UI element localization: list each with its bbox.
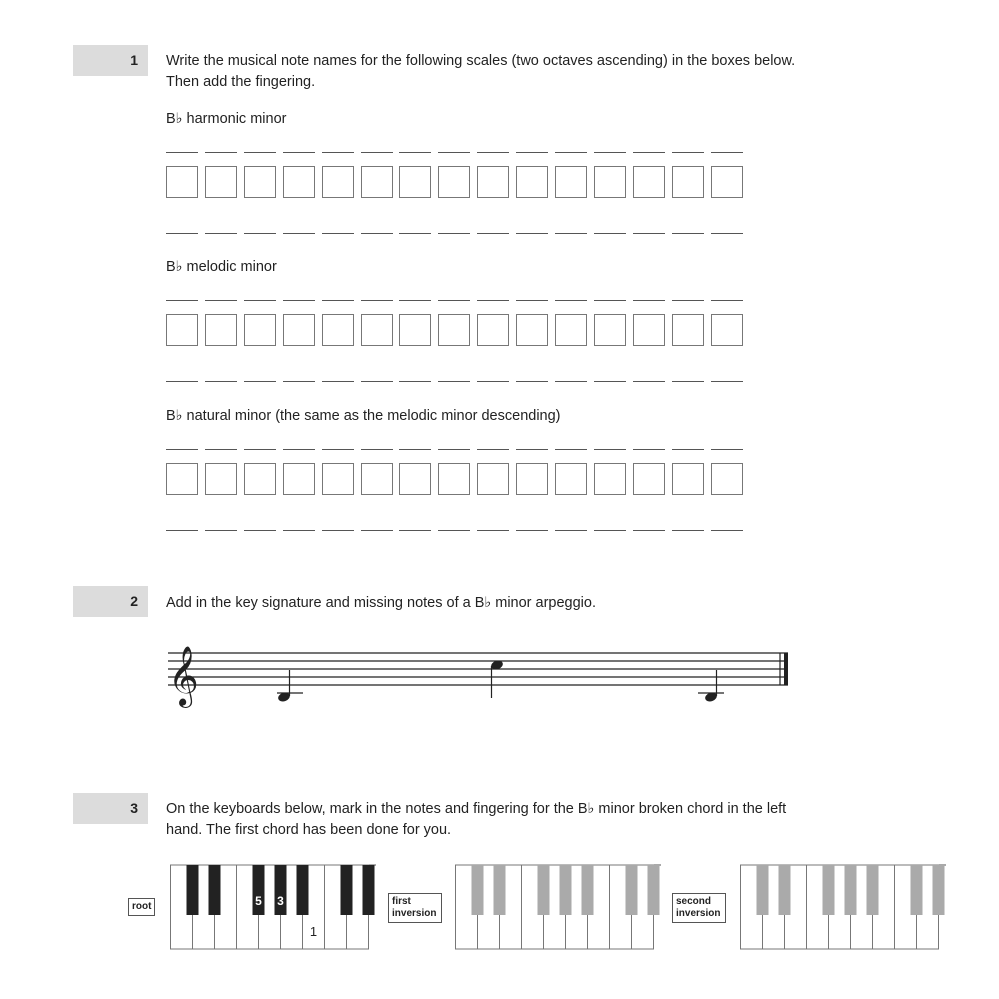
fingering-line-bottom[interactable] [322,233,354,234]
fingering-line-bottom[interactable] [361,233,393,234]
note-box[interactable] [555,166,587,198]
black-key[interactable] [626,865,638,915]
fingering-line-bottom[interactable] [283,530,315,531]
fingering-line-bottom[interactable] [555,233,587,234]
fingering-line-bottom[interactable] [594,233,626,234]
fingering-line-top[interactable] [555,152,587,153]
fingering-line-top[interactable] [399,300,431,301]
fingering-line-top[interactable] [672,300,704,301]
question-number-1: 1 [73,45,148,76]
fingering-line-bottom[interactable] [555,381,587,382]
note-box[interactable] [672,463,704,495]
question-number-3: 3 [73,793,148,824]
fingering-line-top[interactable] [711,449,743,450]
fingering-line-top[interactable] [361,300,393,301]
fingering-line-top[interactable] [205,449,237,450]
black-key[interactable] [823,865,835,915]
fingering-line-bottom[interactable] [205,233,237,234]
fingering-line-top[interactable] [594,152,626,153]
note-box[interactable] [166,166,198,198]
fingering-line-top[interactable] [555,449,587,450]
question-2-text: Add in the key signature and missing notes of a B♭ minor arpeggio. [166,595,597,611]
fingering-line-bottom[interactable] [633,233,665,234]
note-box[interactable] [516,314,548,346]
finger-number: 5 [255,894,262,908]
fingering-line-bottom[interactable] [672,381,704,382]
keyboard-root [170,864,376,955]
fingering-line-top[interactable] [399,449,431,450]
question-1-text: Write the musical note names for the following scales (two octaves ascending) in the boxes below. Then add the fingering. [166,53,796,90]
note-high [490,659,504,698]
fingering-line-bottom[interactable] [166,381,198,382]
fingering-line-top[interactable] [205,300,237,301]
note-box[interactable] [283,463,315,495]
chord-label-root: root [128,898,155,916]
fingering-line-top[interactable] [438,300,470,301]
note-box[interactable] [244,463,276,495]
fingering-line-top[interactable] [283,152,315,153]
note-box[interactable] [399,463,431,495]
black-key[interactable] [560,865,572,915]
fingering-line-bottom[interactable] [361,530,393,531]
note-box[interactable] [399,314,431,346]
fingering-line-top[interactable] [438,449,470,450]
keyboard-first-inversion [455,864,661,955]
note-box[interactable] [322,463,354,495]
note-box[interactable] [711,314,743,346]
note-box[interactable] [399,166,431,198]
fingering-line-top[interactable] [438,152,470,153]
fingering-line-bottom[interactable] [438,233,470,234]
fingering-line-top[interactable] [283,449,315,450]
finger-number: 1 [309,924,318,939]
fingering-line-bottom[interactable] [711,233,743,234]
fingering-line-bottom[interactable] [516,381,548,382]
fingering-line-bottom[interactable] [244,233,276,234]
fingering-line-top[interactable] [244,152,276,153]
note-box[interactable] [555,463,587,495]
note-box[interactable] [594,463,626,495]
note-box[interactable] [672,166,704,198]
black-key[interactable] [538,865,550,915]
fingering-line-top[interactable] [361,449,393,450]
note-box[interactable] [633,463,665,495]
fingering-line-bottom[interactable] [516,530,548,531]
note-box[interactable] [516,463,548,495]
keyboard-svg [740,864,946,950]
fingering-line-top[interactable] [594,449,626,450]
fingering-line-top[interactable] [516,152,548,153]
fingering-line-top[interactable] [322,152,354,153]
note-box[interactable] [438,463,470,495]
black-key[interactable] [757,865,769,915]
note-box[interactable] [438,166,470,198]
fingering-line-top[interactable] [166,449,198,450]
black-key[interactable] [297,865,309,915]
black-key[interactable] [845,865,857,915]
fingering-line-top[interactable] [477,449,509,450]
note-box[interactable] [711,463,743,495]
scale-label-natural: B♭ natural minor (the same as the melodic minor descending) [166,408,561,424]
note-box[interactable] [516,166,548,198]
fingering-line-top[interactable] [205,152,237,153]
note-box[interactable] [205,314,237,346]
fingering-line-top[interactable] [166,300,198,301]
fingering-line-top[interactable] [633,152,665,153]
fingering-line-bottom[interactable] [633,530,665,531]
fingering-line-bottom[interactable] [399,233,431,234]
fingering-line-bottom[interactable] [244,530,276,531]
fingering-line-top[interactable] [516,449,548,450]
black-key[interactable] [209,865,221,915]
note-box[interactable] [244,166,276,198]
note-box[interactable] [594,314,626,346]
fingering-line-bottom[interactable] [166,530,198,531]
note-box[interactable] [283,314,315,346]
note-box[interactable] [555,314,587,346]
note-box[interactable] [166,314,198,346]
note-box[interactable] [205,463,237,495]
fingering-line-bottom[interactable] [361,381,393,382]
fingering-line-top[interactable] [361,152,393,153]
fingering-line-bottom[interactable] [205,381,237,382]
note-box[interactable] [633,166,665,198]
black-key[interactable] [494,865,506,915]
fingering-line-bottom[interactable] [711,381,743,382]
note-low-1 [277,670,303,703]
black-key[interactable] [933,865,945,915]
fingering-line-top[interactable] [672,152,704,153]
note-box[interactable] [361,314,393,346]
keyboard-svg [455,864,661,950]
note-box[interactable] [283,166,315,198]
fingering-line-bottom[interactable] [322,530,354,531]
fingering-line-bottom[interactable] [399,530,431,531]
fingering-line-bottom[interactable] [672,530,704,531]
fingering-line-bottom[interactable] [205,530,237,531]
chord-label-first-inversion: first inversion [388,893,442,923]
staff-lines [168,653,788,685]
fingering-line-top[interactable] [244,449,276,450]
keyboard-second-inversion [740,864,946,955]
fingering-line-bottom[interactable] [672,233,704,234]
fingering-line-top[interactable] [672,449,704,450]
fingering-line-bottom[interactable] [322,381,354,382]
black-key[interactable] [911,865,923,915]
finger-number: 3 [277,894,284,908]
fingering-line-bottom[interactable] [711,530,743,531]
fingering-line-bottom[interactable] [477,381,509,382]
fingering-line-bottom[interactable] [283,381,315,382]
black-key[interactable] [253,865,265,915]
fingering-line-bottom[interactable] [438,381,470,382]
fingering-line-bottom[interactable] [244,381,276,382]
note-box[interactable] [166,463,198,495]
note-box[interactable] [594,166,626,198]
black-key[interactable] [648,865,660,915]
fingering-line-top[interactable] [633,449,665,450]
fingering-line-top[interactable] [477,152,509,153]
question-3-text: On the keyboards below, mark in the notes and fingering for the B♭ minor broken chord in the left hand. The first chord has been done for you. [166,801,787,838]
fingering-line-bottom[interactable] [399,381,431,382]
note-box[interactable] [477,166,509,198]
scale-label-harmonic: B♭ harmonic minor [166,111,287,127]
fingering-line-top[interactable] [399,152,431,153]
note-box[interactable] [477,463,509,495]
black-key[interactable] [779,865,791,915]
black-key[interactable] [582,865,594,915]
fingering-line-top[interactable] [244,300,276,301]
fingering-line-bottom[interactable] [555,530,587,531]
fingering-line-top[interactable] [322,449,354,450]
note-box[interactable] [322,166,354,198]
black-key[interactable] [341,865,353,915]
fingering-line-top[interactable] [711,152,743,153]
note-box[interactable] [361,166,393,198]
fingering-line-top[interactable] [711,300,743,301]
note-box[interactable] [322,314,354,346]
fingering-line-top[interactable] [516,300,548,301]
black-key[interactable] [472,865,484,915]
fingering-line-bottom[interactable] [438,530,470,531]
chord-label-second-inversion: second inversion [672,893,726,923]
fingering-line-bottom[interactable] [166,233,198,234]
fingering-line-top[interactable] [283,300,315,301]
fingering-line-top[interactable] [555,300,587,301]
fingering-line-bottom[interactable] [477,530,509,531]
fingering-line-bottom[interactable] [477,233,509,234]
question-number-2: 2 [73,586,148,617]
fingering-line-top[interactable] [594,300,626,301]
fingering-line-bottom[interactable] [594,381,626,382]
note-box[interactable] [711,166,743,198]
fingering-line-bottom[interactable] [594,530,626,531]
black-key[interactable] [867,865,879,915]
note-box[interactable] [244,314,276,346]
scale-label-melodic: B♭ melodic minor [166,259,277,275]
note-box[interactable] [205,166,237,198]
fingering-line-bottom[interactable] [516,233,548,234]
fingering-line-top[interactable] [633,300,665,301]
keyboard-svg [170,864,376,950]
black-key[interactable] [363,865,375,915]
black-key[interactable] [275,865,287,915]
fingering-line-bottom[interactable] [283,233,315,234]
note-box[interactable] [477,314,509,346]
black-key[interactable] [187,865,199,915]
note-box[interactable] [438,314,470,346]
staff [160,630,800,710]
fingering-line-top[interactable] [477,300,509,301]
fingering-line-top[interactable] [166,152,198,153]
treble-clef-icon: 𝄞 [168,646,199,706]
note-box[interactable] [633,314,665,346]
fingering-line-top[interactable] [322,300,354,301]
note-box[interactable] [361,463,393,495]
note-low-2 [698,670,724,703]
fingering-line-bottom[interactable] [633,381,665,382]
note-box[interactable] [672,314,704,346]
